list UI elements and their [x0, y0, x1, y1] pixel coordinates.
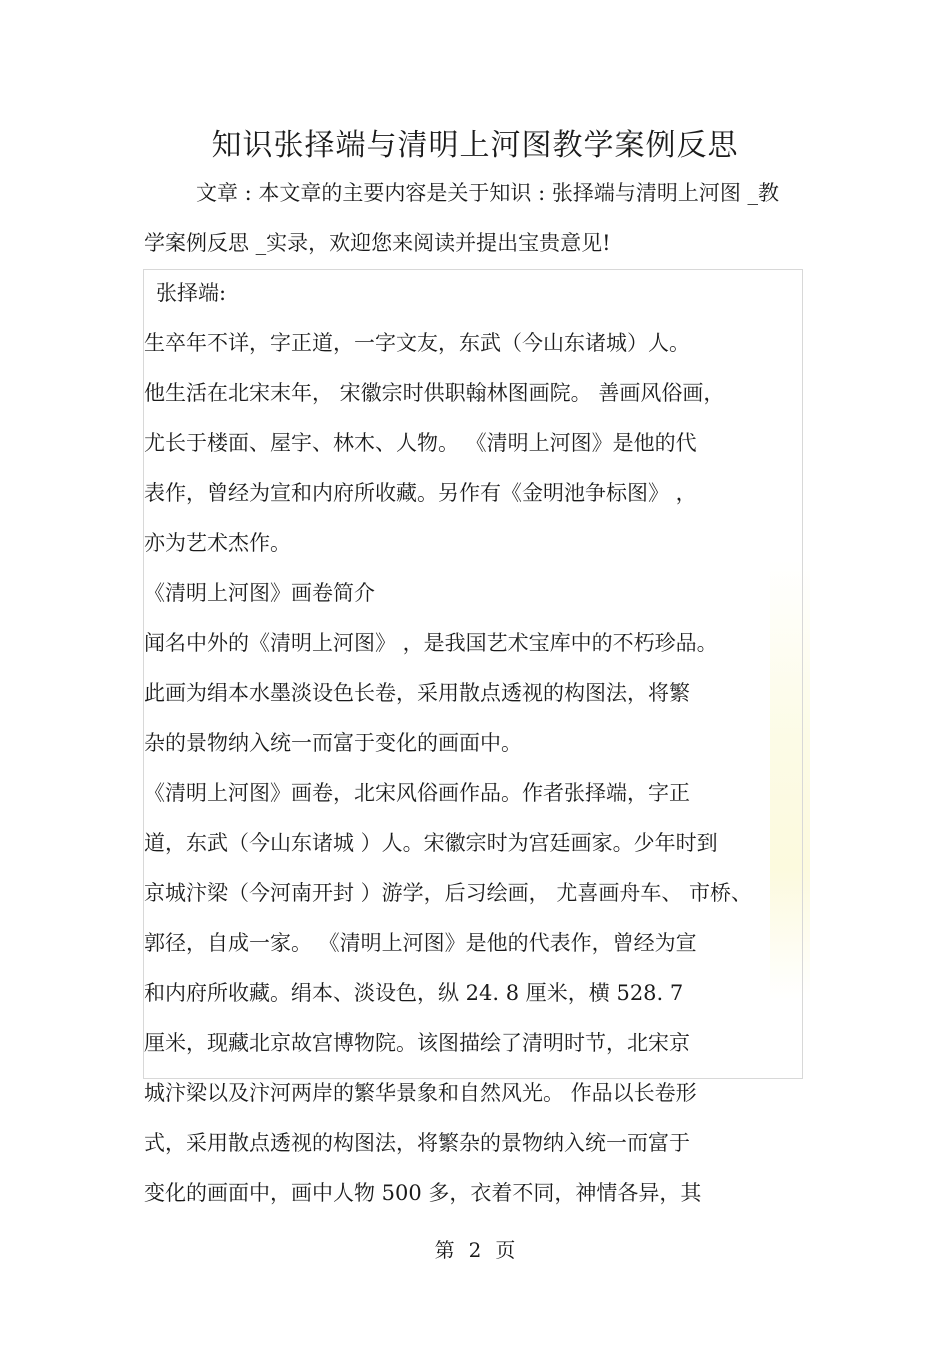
text-line: 杂的景物纳入统一而富于变化的画面中。 [144, 731, 522, 755]
text-line: 张择端: [156, 281, 227, 305]
page-number: 2 [468, 1238, 482, 1262]
footer-prefix: 第 [434, 1238, 455, 1262]
text-line: 和内府所收藏。绢本、淡设色，纵 24. 8 厘米，横 528. 7 [144, 981, 684, 1005]
page-title: 知识张择端与清明上河图教学案例反思 [211, 128, 739, 163]
text-line: 闻名中外的《清明上河图》 ，是我国艺术宝库中的不朽珍品。 [144, 631, 718, 655]
text-line: 式，采用散点透视的构图法，将繁杂的景物纳入统一而富于 [144, 1131, 690, 1155]
text-line: 京城汴梁（今河南开封 ）游学，后习绘画， 尤喜画舟车、 市桥、 [144, 881, 753, 905]
text-line: 变化的画面中，画中人物 500 多，衣着不同，神情各异，其 [144, 1181, 702, 1205]
text-line: 厘米，现藏北京故宫博物院。该图描绘了清明时节，北宋京 [144, 1031, 690, 1055]
text-line: 生卒年不详，字正道，一字文友，东武（今山东诸城）人。 [144, 331, 690, 355]
text-line: 城汴梁以及汴河两岸的繁华景象和自然风光。 作品以长卷形 [144, 1081, 697, 1105]
text-line: 道，东武（今山东诸城 ）人。宋徽宗时为宫廷画家。少年时到 [144, 831, 718, 855]
intro-paragraph: 文章 : 本文章的主要内容是关于知识 : 张择端与清明上河图 _教学案例反思 _实录，欢迎您来阅读并提出宝贵意见! [144, 181, 780, 255]
text-line: 尤长于楼面、屋宇、林木、人物。 《清明上河图》是他的代 [144, 431, 697, 455]
text-line: 此画为绢本水墨淡设色长卷，采用散点透视的构图法，将繁 [144, 681, 690, 705]
footer-suffix: 页 [495, 1238, 516, 1262]
text-line: 他生活在北宋末年， 宋徽宗时供职翰林图画院。 善画风俗画， [144, 381, 725, 405]
text-line: 亦为艺术杰作。 [144, 531, 291, 555]
body-text [144, 268, 804, 1218]
text-line: 郭径，自成一家。 《清明上河图》是他的代表作，曾经为宣 [144, 931, 697, 955]
text-line: 表作，曾经为宣和内府所收藏。另作有《金明池争标图》 ， [144, 481, 697, 505]
page-footer [0, 1234, 950, 1263]
text-line: 《清明上河图》画卷，北宋风俗画作品。作者张择端，字正 [144, 781, 690, 805]
text-line: 《清明上河图》画卷简介 [144, 581, 375, 605]
